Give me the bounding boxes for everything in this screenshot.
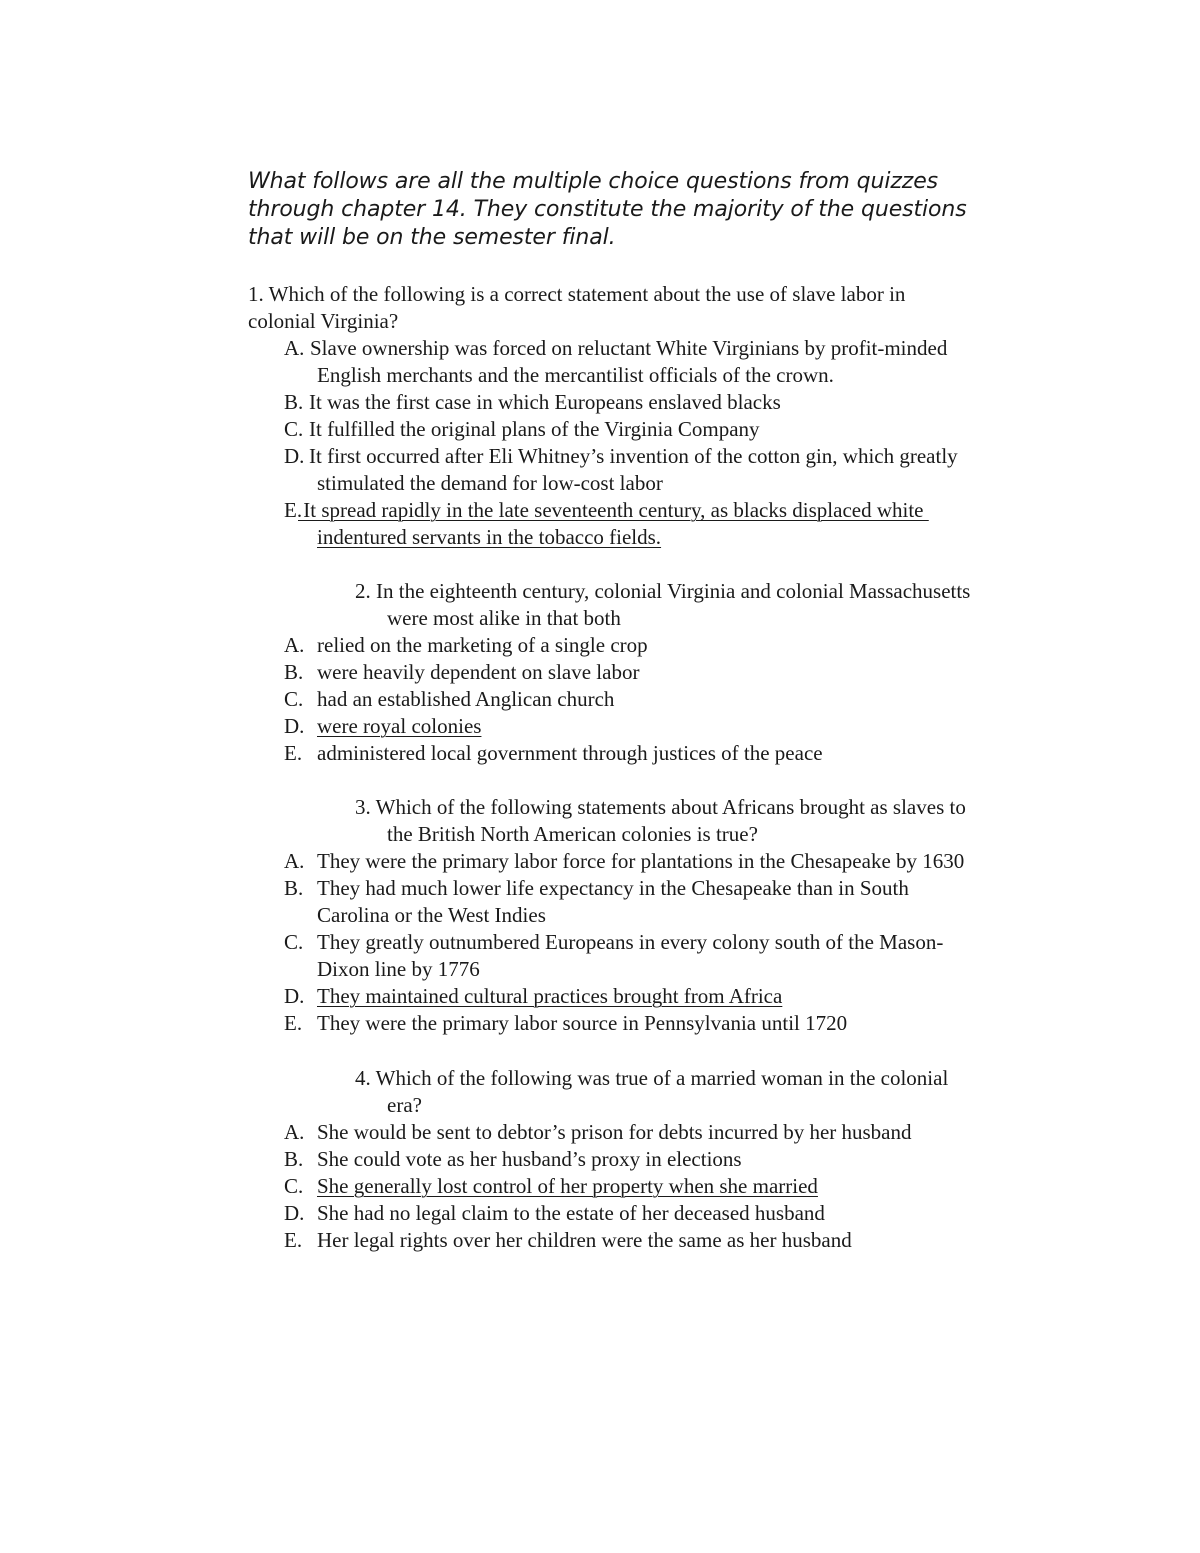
question-4-stem: 4. Which of the following was true of a married woman in the colonial bbox=[355, 1066, 949, 1090]
option-text: English merchants and the mercantilist officials of the crown. bbox=[317, 363, 834, 387]
option-letter: C. bbox=[284, 687, 304, 711]
option-text: She had no legal claim to the estate of her deceased husband bbox=[317, 1201, 825, 1225]
option-text: They were the primary labor source in Pennsylvania until 1720 bbox=[317, 1011, 848, 1035]
question-2-stem: 2. In the eighteenth century, colonial Virginia and colonial Massachusetts bbox=[355, 579, 971, 603]
intro-paragraph bbox=[248, 168, 1058, 252]
option-text: It fulfilled the original plans of the Virginia Company bbox=[309, 417, 760, 441]
option-letter: A. bbox=[284, 1120, 305, 1144]
option-letter: A. bbox=[284, 633, 305, 657]
intro-line: that will be on the semester final. bbox=[248, 225, 616, 250]
option-letter: D. bbox=[284, 444, 305, 468]
answer-text: They maintained cultural practices brought from Africa bbox=[317, 984, 783, 1008]
option-text: Dixon line by 1776 bbox=[317, 957, 480, 981]
intro-line: What follows are all the multiple choice questions from quizzes bbox=[248, 169, 939, 194]
answer-text: She generally lost control of her property when she married bbox=[317, 1174, 818, 1198]
option-letter: B. bbox=[284, 390, 304, 414]
option-text: They were the primary labor force for plantations in the Chesapeake by 1630 bbox=[317, 849, 965, 873]
option-text: stimulated the demand for low-cost labor bbox=[317, 471, 663, 495]
option-letter: E. bbox=[284, 1228, 303, 1252]
intro-line: through chapter 14. They constitute the majority of the questions bbox=[248, 197, 967, 222]
question-3-stem: 3. Which of the following statements about Africans brought as slaves to bbox=[355, 795, 966, 819]
option-letter: B. bbox=[284, 660, 304, 684]
option-letter: A. bbox=[284, 336, 305, 360]
option-letter: E. bbox=[284, 1011, 303, 1035]
question-3-stem: the British North American colonies is true? bbox=[387, 822, 758, 846]
option-letter: C. bbox=[284, 930, 304, 954]
answer-text: It spread rapidly in the late seventeenth century, as blacks displaced white bbox=[298, 498, 929, 522]
option-letter: D. bbox=[284, 714, 305, 738]
option-letter: E. bbox=[284, 741, 303, 765]
question-4-stem: era? bbox=[387, 1093, 422, 1117]
option-letter: B. bbox=[284, 876, 304, 900]
option-letter: B. bbox=[284, 1147, 304, 1171]
option-text: Her legal rights over her children were the same as her husband bbox=[317, 1228, 852, 1252]
question-1-stem: 1. Which of the following is a correct statement about the use of slave labor in bbox=[248, 282, 906, 306]
option-text: It first occurred after Eli Whitney’s invention of the cotton gin, which greatly bbox=[309, 444, 958, 468]
option-text: Slave ownership was forced on reluctant White Virginians by profit-minded bbox=[310, 336, 948, 360]
option-letter: D. bbox=[284, 984, 305, 1008]
option-text: They greatly outnumbered Europeans in every colony south of the Mason- bbox=[317, 930, 944, 954]
answer-text: were royal colonies bbox=[317, 714, 482, 738]
option-text: were heavily dependent on slave labor bbox=[317, 660, 640, 684]
option-text: It was the first case in which Europeans enslaved blacks bbox=[309, 390, 781, 414]
option-text: Carolina or the West Indies bbox=[317, 903, 546, 927]
option-text: She could vote as her husband’s proxy in elections bbox=[317, 1147, 742, 1171]
question-1-stem: colonial Virginia? bbox=[248, 309, 399, 333]
option-text: relied on the marketing of a single crop bbox=[317, 633, 648, 657]
option-text: They had much lower life expectancy in the Chesapeake than in South bbox=[317, 876, 909, 900]
option-letter: D. bbox=[284, 1201, 305, 1225]
option-text: had an established Anglican church bbox=[317, 687, 615, 711]
option-letter: C. bbox=[284, 1174, 304, 1198]
question-2-stem: were most alike in that both bbox=[387, 606, 621, 630]
answer-text: indentured servants in the tobacco fields. bbox=[317, 525, 662, 549]
option-letter: A. bbox=[284, 849, 305, 873]
option-letter: E. bbox=[284, 498, 303, 522]
option-text: administered local government through justices of the peace bbox=[317, 741, 823, 765]
option-letter: C. bbox=[284, 417, 304, 441]
option-text: She would be sent to debtor’s prison for debts incurred by her husband bbox=[317, 1120, 912, 1144]
